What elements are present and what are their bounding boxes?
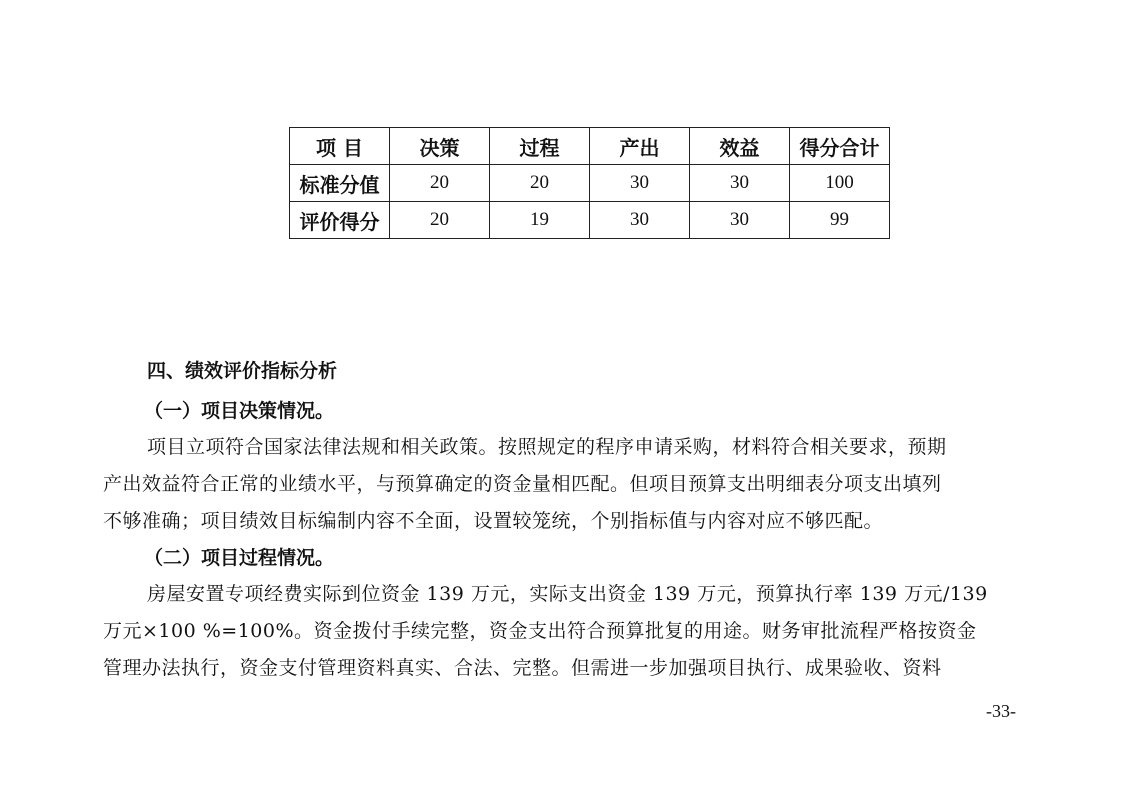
subsection-title-decision: （一）项目决策情况。 — [144, 400, 335, 422]
score-table — [289, 127, 890, 239]
table-cell: 100 — [790, 165, 890, 202]
table-cell: 30 — [690, 165, 790, 202]
subsection-title-process: （二）项目过程情况。 — [144, 547, 335, 569]
paragraph-line: 房屋安置专项经费实际到位资金 139 万元，实际支出资金 139 万元，预算执行率 139 万元/139 — [147, 583, 988, 605]
table-header-cell: 决策 — [390, 128, 490, 165]
table-cell: 19 — [490, 202, 590, 239]
table-cell: 30 — [690, 202, 790, 239]
table-header-cell: 得分合计 — [790, 128, 890, 165]
table-cell: 30 — [590, 202, 690, 239]
table-cell: 20 — [390, 202, 490, 239]
table-header-row — [290, 128, 890, 165]
section-title: 四、绩效评价指标分析 — [147, 360, 338, 382]
table-header-cell: 过程 — [490, 128, 590, 165]
paragraph-line: 管理办法执行，资金支付管理资料真实、合法、完整。但需进一步加强项目执行、成果验收、资料 — [103, 657, 942, 679]
row-label: 评价得分 — [290, 202, 390, 239]
table-row — [290, 165, 890, 202]
table-header-cell: 产出 — [590, 128, 690, 165]
page-number: -33- — [986, 701, 1016, 721]
table-header-cell: 项 目 — [290, 128, 390, 165]
table-row — [290, 202, 890, 239]
paragraph-line: 万元×100 %=100%。资金拨付手续完整，资金支出符合预算批复的用途。财务审批流程严格按资金 — [103, 620, 977, 642]
table-cell: 30 — [590, 165, 690, 202]
table-header-cell: 效益 — [690, 128, 790, 165]
row-label: 标准分值 — [290, 165, 390, 202]
paragraph-line: 不够准确；项目绩效目标编制内容不全面，设置较笼统，个别指标值与内容对应不够匹配。 — [103, 510, 884, 532]
paragraph-line: 项目立项符合国家法律法规和相关政策。按照规定的程序申请采购，材料符合相关要求，预期 — [147, 436, 947, 458]
table-cell: 20 — [390, 165, 490, 202]
table-cell: 99 — [790, 202, 890, 239]
table-cell: 20 — [490, 165, 590, 202]
paragraph-line: 产出效益符合正常的业绩水平，与预算确定的资金量相匹配。但项目预算支出明细表分项支出填列 — [103, 473, 942, 495]
